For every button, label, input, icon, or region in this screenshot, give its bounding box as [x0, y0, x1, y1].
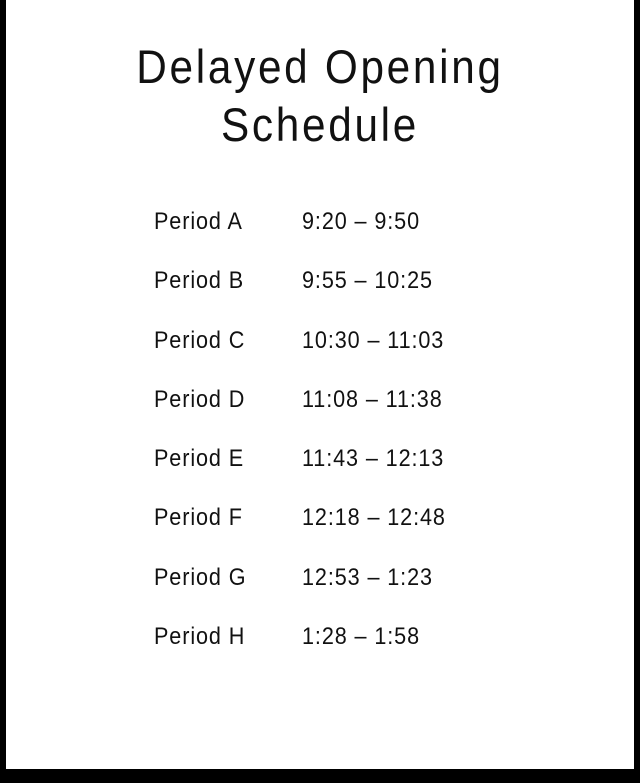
title-line-2: Schedule	[220, 98, 419, 151]
period-time: 10:30 – 11:03	[302, 326, 445, 354]
period-time: 9:20 – 9:50	[302, 208, 420, 235]
schedule-page	[6, 0, 634, 769]
page-title	[37, 38, 602, 154]
period-label: Period E	[154, 445, 245, 473]
period-label: Period C	[154, 326, 246, 354]
period-time: 11:43 – 12:13	[302, 445, 445, 473]
title-line-1: Delayed Opening	[136, 40, 504, 93]
period-time: 9:55 – 10:25	[302, 267, 433, 295]
period-time: 1:28 – 1:58	[302, 623, 420, 651]
period-label: Period G	[154, 563, 247, 591]
period-label: Period D	[154, 385, 246, 413]
period-time: 12:53 – 1:23	[302, 563, 433, 591]
period-time: 12:18 – 12:48	[302, 504, 446, 532]
period-label: Period F	[154, 504, 243, 532]
period-label: Period A	[154, 208, 243, 235]
period-label: Period B	[154, 267, 245, 295]
period-time: 11:08 – 11:38	[302, 385, 443, 413]
period-label: Period H	[154, 623, 246, 651]
